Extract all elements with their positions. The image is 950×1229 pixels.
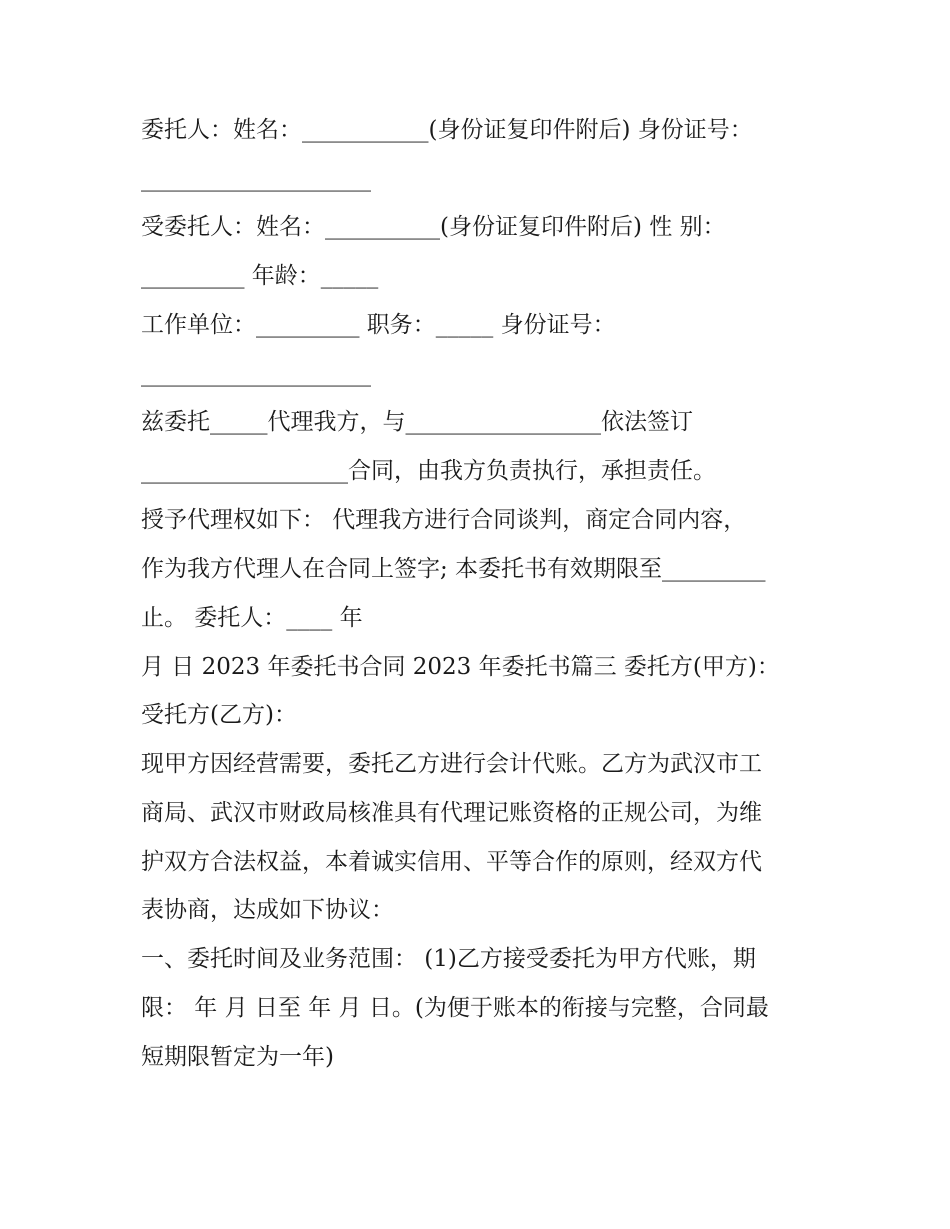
clause-authority-validity: 作为我方代理人在合同上签字; 本委托书有效期限至_________ [141, 556, 766, 582]
section-heading-article-three: 月 日 2023 年委托书合同 2023 年委托书篇三 委托方(甲方)： [141, 654, 780, 680]
clause-authority: 授予代理权如下： 代理我方进行合同谈判，商定合同内容， [141, 507, 747, 533]
clause-agent-name: 受委托人：姓名：__________(身份证复印件附后) 性 别： [141, 214, 726, 240]
party-b-label: 受托方(乙方)： [141, 702, 297, 728]
blank-principal-id: ____________________ [141, 166, 371, 192]
clause-principal-name: 委托人：姓名：___________(身份证复印件附后) 身份证号： [141, 117, 753, 143]
clause-entrust-statement: 兹委托_____代理我方，与_________________依法签订 [141, 409, 693, 435]
clause-signature-year: 止。 委托人：____ 年 [141, 605, 363, 631]
paragraph-intro-line-2: 商局、武汉市财政局核准具有代理记账资格的正规公司，为维 [141, 800, 762, 826]
paragraph-intro-line-4: 表协商，达成如下协议： [141, 897, 394, 923]
clause-work-unit: 工作单位：_________ 职务：_____ 身份证号： [141, 312, 616, 338]
clause-one-line-1: 一、委托时间及业务范围： (1)乙方接受委托为甲方代账，期 [141, 946, 756, 972]
paragraph-intro-line-3: 护双方合法权益，本着诚实信用、平等合作的原则，经双方代 [141, 849, 762, 875]
clause-entrust-contract: __________________合同，由我方负责执行，承担责任。 [141, 458, 716, 484]
clause-one-line-3: 短期限暂定为一年) [141, 1044, 334, 1070]
blank-agent-id: ____________________ [141, 361, 371, 387]
paragraph-intro-line-1: 现甲方因经营需要，委托乙方进行会计代账。乙方为武汉市工 [141, 751, 762, 777]
clause-one-line-2: 限： 年 月 日至 年 月 日。(为便于账本的衔接与完整，合同最 [141, 995, 769, 1021]
clause-agent-gender-age: _________ 年龄：_____ [141, 263, 379, 289]
